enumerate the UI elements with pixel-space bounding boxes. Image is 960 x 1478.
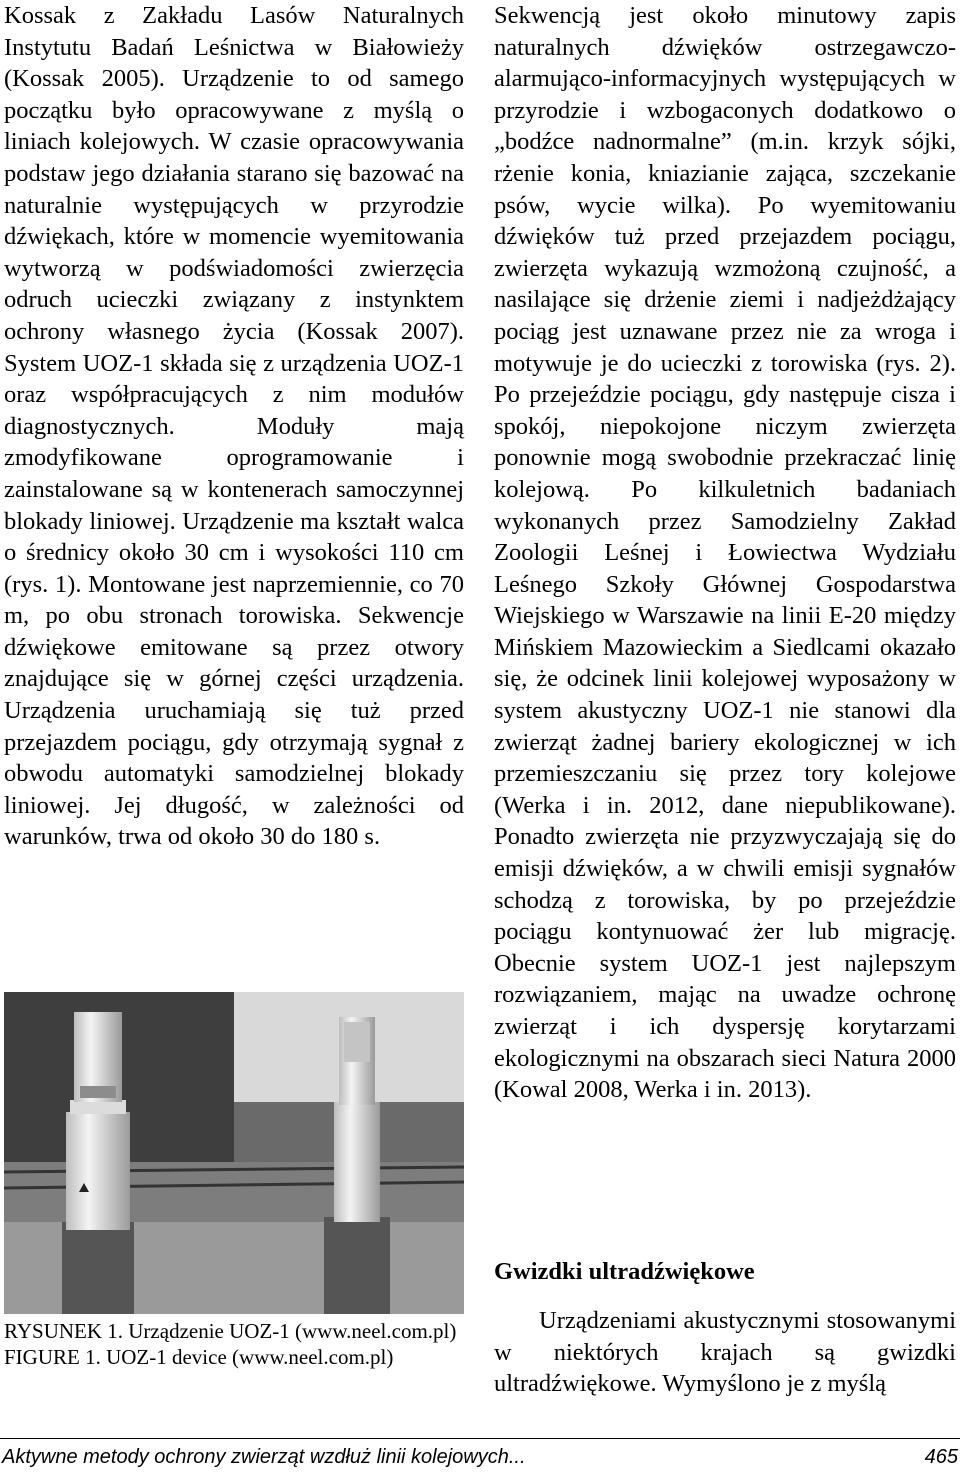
section-paragraph: Urządzeniami akustycznymi stosowanymi w niektórych krajach są gwizdki ultradźwiękowe. Wymyślono je z myślą — [494, 1307, 956, 1398]
figure-caption — [4, 1318, 464, 1370]
running-title: Aktywne metody ochrony zwierząt wzdłuż linii kolejowych... — [2, 1446, 526, 1468]
section-body — [494, 1305, 956, 1400]
caption-english: FIGURE 1. UOZ-1 device (www.neel.com.pl) — [4, 1345, 394, 1369]
caption-polish: RYSUNEK 1. Urządzenie UOZ-1 (www.neel.com.pl) — [4, 1319, 457, 1343]
body-paragraph-left: Kossak z Zakładu Lasów Naturalnych Instytutu Badań Leśnictwa w Białowieży (Kossak 2005). Urządzenie to od samego początku było opracowywane z myślą o liniach kolejowych. W czasie opracowywania podstaw jego działania starano się bazować na naturalnie występujących w przyrodzie dźwiękach, które w momencie wyemitowania wytworzą w podświadomości zwierzęcia odruch ucieczki związany z instynktem ochrony własnego życia (Kossak 2007). System UOZ-1 składa się z urządzenia UOZ-1 oraz współpracujących z nim modułów diagnostycznych. Moduły mają zmodyfikowane oprogramowanie i zainstalowane są w kontenerach samoczynnej blokady liniowej. Urządzenie ma kształt walca o średnicy około 30 cm i wysokości 110 cm (rys. 1). Montowane jest naprzemiennie, co 70 m, po obu stronach torowiska. Sekwencje dźwiękowe emitowane są przez otwory znajdujące się w górnej części urządzenia. Urządzenia uruchamiają się tuż przed przejazdem pociągu, gdy otrzymają sygnał z obwodu automatyki samodzielnej blokady liniowej. Jej długość, w zależności od warunków, trwa od około 30 do 180 s. — [4, 2, 464, 851]
page-number: 465 — [924, 1446, 958, 1468]
left-column — [4, 0, 464, 853]
section-heading: Gwizdki ultradźwiękowe — [494, 1258, 755, 1285]
page-footer — [0, 1438, 960, 1478]
right-column — [494, 0, 956, 1106]
uoz-device-photo-icon — [4, 992, 464, 1314]
body-paragraph-right: Sekwencją jest około minutowy zapis naturalnych dźwięków ostrzegawczo-alarmująco-informacyjnych występujących w przyrodzie i wzbogaconych dodatkowo o „bodźce nadnormalne” (m.in. krzyk sójki, rżenie konia, kniazianie zająca, szczekanie psów, wycie wilka). Po wyemitowaniu dźwięków tuż przed przejazdem pociągu, zwierzęta wykazują wzmożoną czujność, a nasilające się drżenie ziemi i nadjeżdżający pociąg jest uznawane przez nie za wroga i motywuje je do ucieczki z torowiska (rys. 2). Po przejeździe pociągu, gdy następuje cisza i spokój, niepokojone niczym zwierzęta ponownie mogą swobodnie przekraczać linię kolejową. Po kilkuletnich badaniach wykonanych przez Samodzielny Zakład Zoologii Leśnej i Łowiectwa Wydziału Leśnego Szkoły Głównej Gospodarstwa Wiejskiego w Warszawie na linii E-20 między Mińskiem Mazowieckim a Siedlcami okazało się, że odcinek linii kolejowej wyposażony w system akustyczny UOZ-1 nie stanowi dla zwierząt żadnej bariery ekologicznej w ich przemieszczaniu się przez tory kolejowe (Werka i in. 2012, dane niepublikowane). Ponadto zwierzęta nie przyzwyczajają się do emisji dźwięków, a w chwili emisji sygnałów schodzą z torowiska, by po przejeździe pociągu kontynuować żer lub migrację. Obecnie system UOZ-1 jest najlepszym rozwiązaniem, mając na uwadze ochronę zwierząt i ich dyspersję korytarzami ekologicznymi na obszarach sieci Natura 2000 (Kowal 2008, Werka i in. 2013). — [494, 2, 956, 1104]
figure-photo — [4, 992, 464, 1314]
